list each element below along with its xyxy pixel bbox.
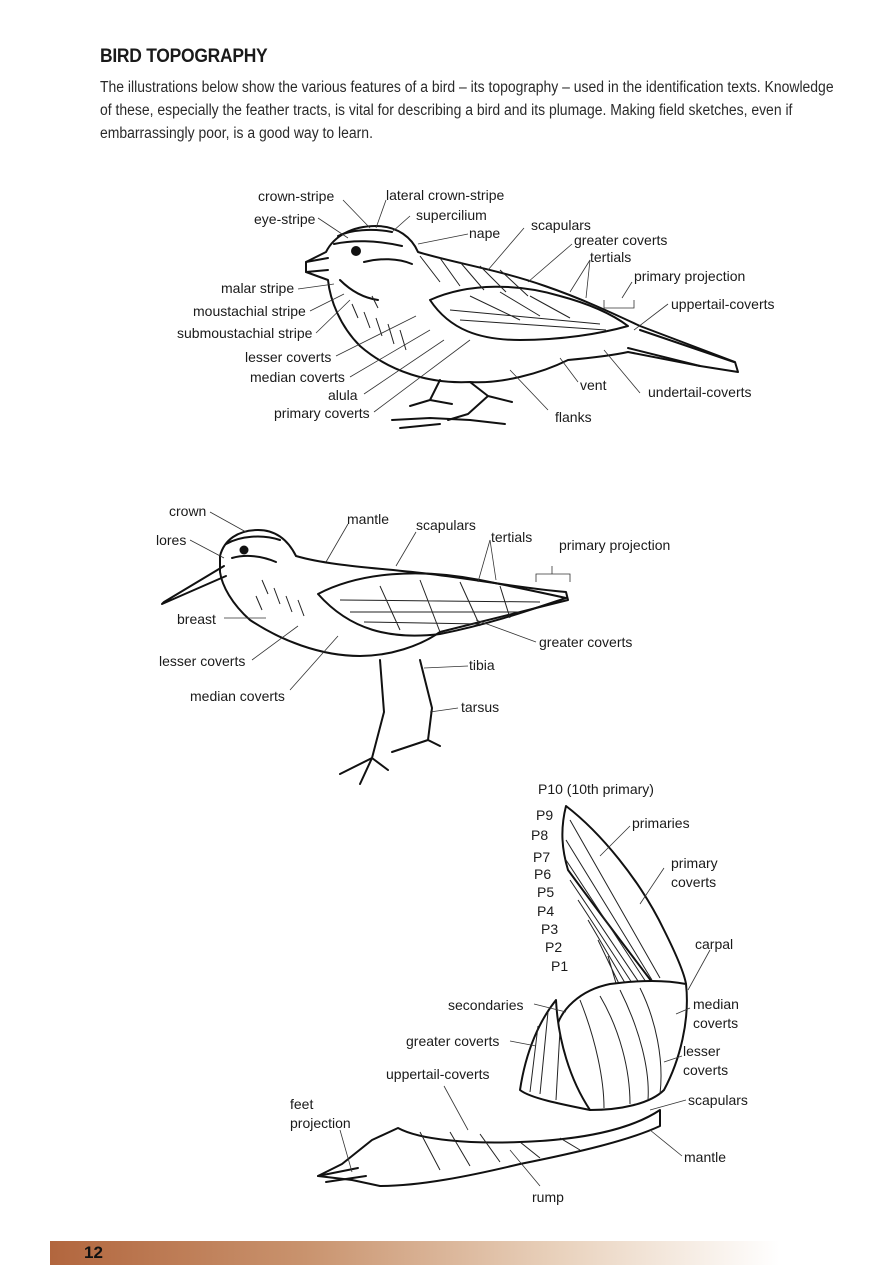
label-lesser-coverts-line1: lesser (683, 1043, 721, 1059)
label-rump: rump (532, 1189, 564, 1205)
label-greater-coverts: greater coverts (539, 634, 633, 650)
label-mantle: mantle (684, 1149, 727, 1165)
label-p2: P2 (545, 939, 563, 955)
label-tibia: tibia (469, 657, 495, 673)
label-feet-projection-line1: feet (290, 1096, 314, 1112)
label-p5: P5 (537, 884, 555, 900)
label-median-coverts: median coverts (250, 369, 345, 385)
label-crown: crown (169, 503, 207, 519)
label-eye-stripe: eye-stripe (254, 211, 316, 227)
label-lores: lores (156, 532, 187, 548)
label-p7: P7 (533, 849, 551, 865)
label-lesser-coverts-line2: coverts (683, 1062, 729, 1078)
label-breast: breast (177, 611, 216, 627)
label-feet-projection-line2: projection (290, 1115, 351, 1131)
label-vent: vent (580, 377, 607, 393)
label-nape: nape (469, 225, 501, 241)
label-uppertail-coverts: uppertail-coverts (671, 296, 775, 312)
label-median-coverts: median coverts (190, 688, 285, 704)
label-carpal: carpal (695, 936, 734, 952)
label-undertail-coverts: undertail-coverts (648, 384, 752, 400)
label-primary-projection: primary projection (634, 268, 746, 284)
label-primary-coverts-line2: coverts (671, 874, 717, 890)
label-median-coverts-line2: coverts (693, 1015, 739, 1031)
label-p8: P8 (531, 827, 549, 843)
label-moustachial-stripe: moustachial stripe (193, 303, 306, 319)
label-greater-coverts: greater coverts (574, 232, 668, 248)
label-supercilium: supercilium (416, 207, 487, 223)
label-primary-coverts: primary coverts (274, 405, 370, 421)
label-submoustachial-stripe: submoustachial stripe (177, 325, 313, 341)
label-lesser-coverts: lesser coverts (245, 349, 332, 365)
flying-bird-illustration (318, 806, 687, 1186)
label-tarsus: tarsus (461, 699, 500, 715)
label-p4: P4 (537, 903, 555, 919)
intro-paragraph: The illustrations below show the various features of a bird – its topography – used in the identification texts. Knowledge of these, especially the feather tracts, is vital for describing a bird and its plumage. Making field sketches, even if embarrassingly poor, is a good way to learn. (100, 79, 834, 142)
label-crown-stripe: crown-stripe (258, 188, 335, 204)
label-p6: P6 (534, 866, 552, 882)
footer-bar (50, 1241, 780, 1265)
label-primary-coverts-line1: primary (671, 855, 718, 871)
label-p10: P10 (10th primary) (538, 781, 654, 797)
page-number: 12 (84, 1243, 103, 1262)
label-lateral-crown-stripe: lateral crown-stripe (386, 187, 505, 203)
label-scapulars: scapulars (688, 1092, 748, 1108)
label-greater-coverts: greater coverts (406, 1033, 500, 1049)
label-p9: P9 (536, 807, 554, 823)
label-tertials: tertials (491, 529, 533, 545)
label-median-coverts-line1: median (693, 996, 739, 1012)
label-uppertail-coverts: uppertail-coverts (386, 1066, 490, 1082)
label-scapulars: scapulars (531, 217, 591, 233)
label-tertials: tertials (590, 249, 632, 265)
label-primaries: primaries (632, 815, 690, 831)
label-mantle: mantle (347, 511, 390, 527)
label-secondaries: secondaries (448, 997, 524, 1013)
label-p1: P1 (551, 958, 569, 974)
label-primary-projection: primary projection (559, 537, 671, 553)
page-title: BIRD TOPOGRAPHY (100, 46, 268, 67)
label-lesser-coverts: lesser coverts (159, 653, 246, 669)
label-p3: P3 (541, 921, 559, 937)
label-alula: alula (328, 387, 358, 403)
label-scapulars: scapulars (416, 517, 476, 533)
label-malar-stripe: malar stripe (221, 280, 295, 296)
label-flanks: flanks (555, 409, 592, 425)
